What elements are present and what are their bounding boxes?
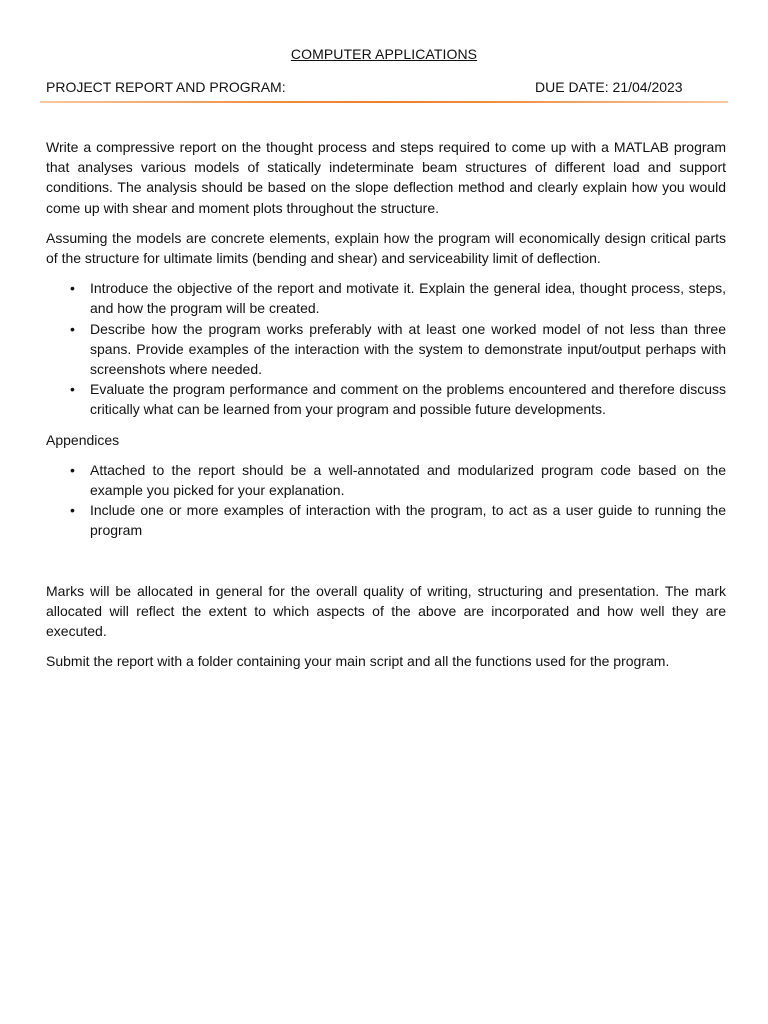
list-item-text: Evaluate the program performance and comment on the problems encountered and therefore discuss critically what can be learned from your program and possible future developments.	[90, 381, 726, 418]
intro-paragraph-1: Write a compressive report on the thought process and steps required to come up with a MATLAB program that analyses various models of statically indeterminate beam structures of different load and support conditions. The analysis should be based on the slope deflection method and clearly explain how you would come up with shear and moment plots throughout the structure.	[46, 139, 726, 216]
list-item	[46, 379, 726, 419]
list-item-text: Include one or more examples of interaction with the program, to act as a user guide to running the program	[90, 502, 726, 539]
header-divider	[40, 101, 728, 103]
document-title: COMPUTER APPLICATIONS	[290, 46, 478, 62]
submission-paragraph: Submit the report with a folder containing your main script and all the functions used for the program.	[46, 653, 670, 670]
section-spacer	[46, 551, 726, 581]
list-item-text: Introduce the objective of the report and motivate it. Explain the general idea, thought process, steps, and how the program will be created.	[90, 280, 726, 317]
marks-paragraph: Marks will be allocated in general for the overall quality of writing, structuring and presentation. The mark allocated will reflect the extent to which aspects of the above are incorporated and how well they are executed.	[46, 582, 726, 640]
list-item-text: Describe how the program works preferably with at least one worked model of not less than three spans. Provide examples of the interaction with the system to demonstrate input/output perhaps with screenshots where needed.	[90, 320, 726, 378]
bullet-icon: •	[70, 502, 75, 519]
project-label: PROJECT REPORT AND PROGRAM:	[46, 79, 286, 95]
bullet-icon: •	[70, 320, 75, 337]
header-row	[46, 79, 726, 99]
appendices-list	[46, 460, 726, 541]
requirements-list	[46, 278, 726, 419]
appendices-heading: Appendices	[46, 431, 120, 448]
bullet-icon: •	[70, 381, 75, 398]
list-item	[46, 278, 726, 318]
bullet-icon: •	[70, 461, 75, 478]
list-item	[46, 460, 726, 500]
list-item	[46, 500, 726, 540]
document-body	[46, 137, 726, 681]
list-item-text: Attached to the report should be a well-annotated and modularized program code based on the example you picked for your explanation.	[90, 461, 726, 499]
list-item	[46, 319, 726, 380]
bullet-icon: •	[70, 280, 75, 297]
due-date: DUE DATE: 21/04/2023	[535, 79, 683, 95]
intro-paragraph-2: Assuming the models are concrete elements, explain how the program will economically design critical parts of the structure for ultimate limits (bending and shear) and serviceability limit of deflection.	[46, 229, 726, 267]
